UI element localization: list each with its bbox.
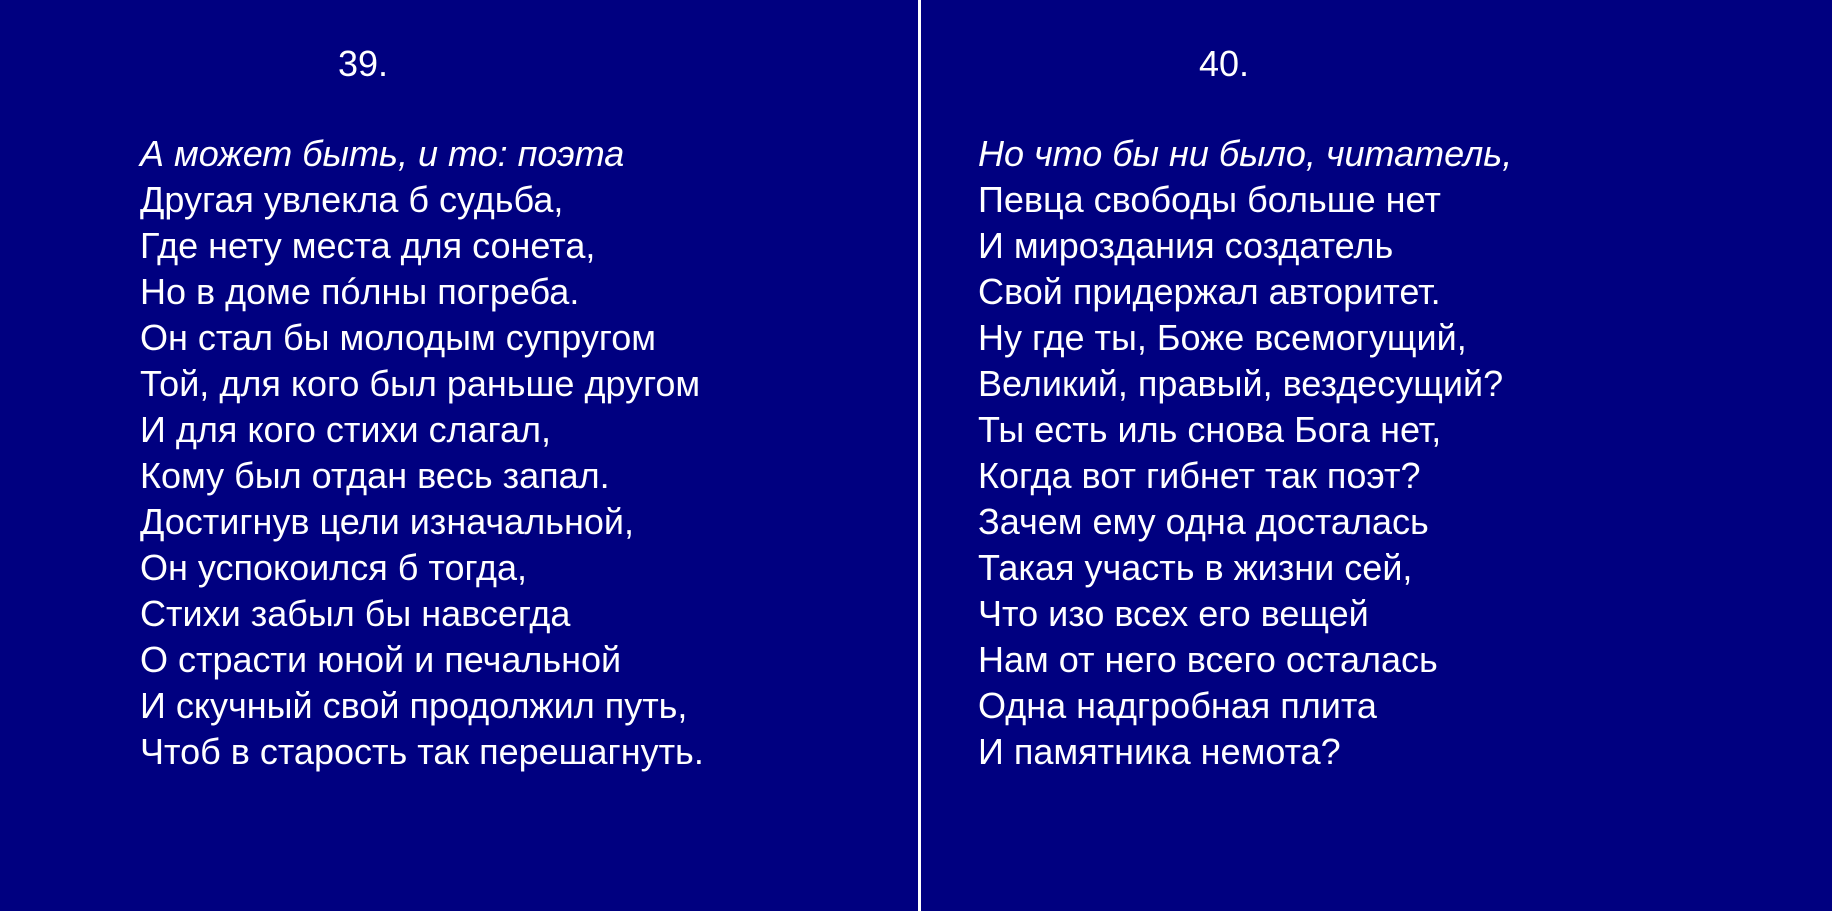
stanza-number: 40. bbox=[1199, 43, 1250, 84]
stanza-line: Чтоб в старость так перешагнуть. bbox=[140, 731, 704, 772]
stanza-line: Ну где ты, Боже всемогущий, bbox=[978, 317, 1467, 358]
stanza-line: А может быть, и то: поэта bbox=[140, 133, 625, 174]
stanza-line: Великий, правый, вездесущий? bbox=[978, 363, 1504, 404]
stanza-line: Одна надгробная плита bbox=[978, 685, 1377, 726]
stanza-line: Но в доме пóлны погреба. bbox=[140, 271, 580, 312]
stanza-line: Певца свободы больше нет bbox=[978, 179, 1441, 220]
stanza-line: Другая увлекла б судьба, bbox=[140, 179, 564, 220]
stanza-line: Зачем ему одна досталась bbox=[978, 501, 1429, 542]
stanza-line: Когда вот гибнет так поэт? bbox=[978, 455, 1421, 496]
stanza-line: Ты есть иль снова Бога нет, bbox=[978, 409, 1442, 450]
stanza-line: Он стал бы молодым супругом bbox=[140, 317, 656, 358]
stanza-lines bbox=[140, 131, 704, 775]
stanza-line: Но что бы ни было, читатель, bbox=[978, 133, 1513, 174]
stanza-line: О страсти юной и печальной bbox=[140, 639, 622, 680]
stanza-line: Нам от него всего осталась bbox=[978, 639, 1438, 680]
stanza-line: Где нету места для сонета, bbox=[140, 225, 596, 266]
stanza-line: Что изо всех его вещей bbox=[978, 593, 1369, 634]
right-page bbox=[921, 0, 1832, 911]
stanza-line: Такая участь в жизни сей, bbox=[978, 547, 1413, 588]
stanza-line: И для кого стихи слагал, bbox=[140, 409, 552, 450]
stanza-line: И мироздания создатель bbox=[978, 225, 1394, 266]
stanza-lines bbox=[978, 131, 1512, 775]
stanza-line: И скучный свой продолжил путь, bbox=[140, 685, 688, 726]
stanza-line: Стихи забыл бы навсегда bbox=[140, 593, 571, 634]
stanza-line: Свой придержал авторитет. bbox=[978, 271, 1441, 312]
stanza-line: И памятника немота? bbox=[978, 731, 1341, 772]
stanza-line: Кому был отдан весь запал. bbox=[140, 455, 610, 496]
stanza-line: Достигнув цели изначальной, bbox=[140, 501, 634, 542]
stanza-number: 39. bbox=[338, 43, 389, 84]
stanza-line: Он успокоился б тогда, bbox=[140, 547, 528, 588]
stanza-line: Той, для кого был раньше другом bbox=[140, 363, 701, 404]
